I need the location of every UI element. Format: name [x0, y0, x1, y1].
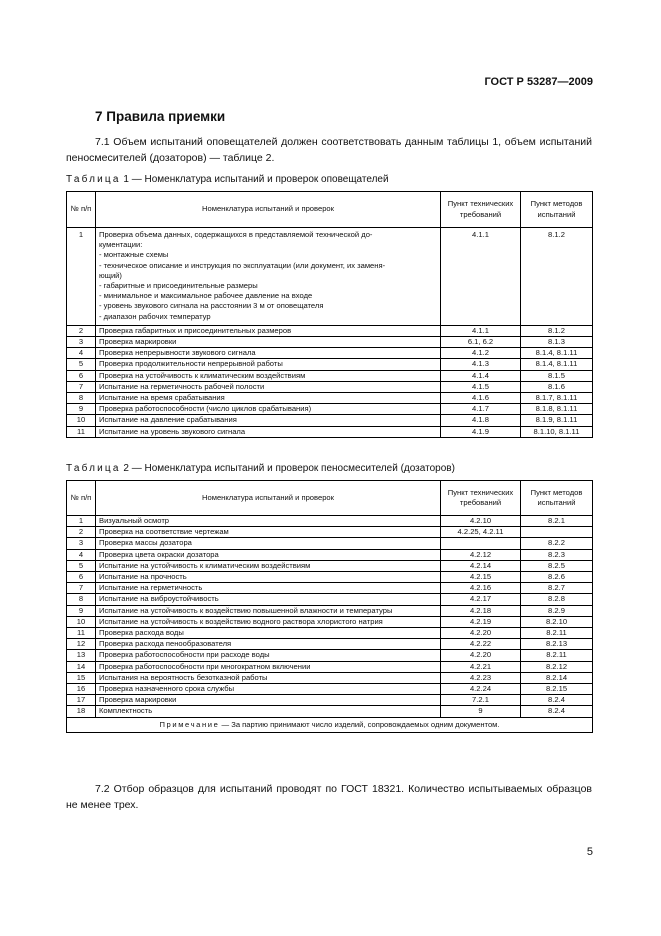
cell-name: Испытание на давление срабатывания — [96, 415, 441, 426]
cell-method: 8.1.7, 8.1.11 — [521, 393, 593, 404]
table1-caption-text: 1 — Номенклатура испытаний и проверок оповещателей — [123, 174, 389, 185]
cell-req: 4.2.20 — [441, 650, 521, 661]
cell-number: 13 — [67, 650, 96, 661]
cell-name: Испытание на герметичность рабочей полости — [96, 381, 441, 392]
table-row — [67, 616, 593, 627]
cell-name: Проверка расхода воды — [96, 628, 441, 639]
cell-req: 4.1.1 — [441, 325, 521, 336]
cell-method: 8.2.4 — [521, 695, 593, 706]
table1-header-method: Пункт методов испытаний — [521, 192, 593, 228]
table1-header-number: № п/п — [67, 192, 96, 228]
cell-number: 5 — [67, 560, 96, 571]
table2-header-req: Пункт технических требований — [441, 481, 521, 516]
cell-method: 8.1.2 — [521, 228, 593, 326]
table1-header-req: Пункт технических требований — [441, 192, 521, 228]
table-row — [67, 605, 593, 616]
table-row — [67, 672, 593, 683]
cell-method: 8.2.2 — [521, 538, 593, 549]
cell-name — [96, 228, 441, 326]
table-row — [67, 516, 593, 527]
cell-req: 4.1.7 — [441, 404, 521, 415]
cell-req: 4.1.1 — [441, 228, 521, 326]
table2-caption — [66, 463, 455, 474]
paragraph-7-1 — [66, 134, 592, 166]
cell-name: Проверка работоспособности при многократном включении — [96, 661, 441, 672]
cell-req: 4.2.18 — [441, 605, 521, 616]
row1-line: Проверка объема данных, содержащихся в представляемой технической до- — [99, 230, 373, 239]
table-row — [67, 337, 593, 348]
table-row — [67, 393, 593, 404]
cell-number: 5 — [67, 359, 96, 370]
cell-method: 8.1.3 — [521, 337, 593, 348]
table1-caption-word: Таблица — [66, 174, 121, 185]
table-row — [67, 426, 593, 437]
cell-method: 8.2.5 — [521, 560, 593, 571]
cell-req: 4.2.15 — [441, 572, 521, 583]
cell-number: 17 — [67, 695, 96, 706]
cell-req: 4.2.21 — [441, 661, 521, 672]
cell-method: 8.2.4 — [521, 706, 593, 717]
cell-name: Испытание на устойчивость к воздействию водного раствора хлористого натрия — [96, 616, 441, 627]
cell-method: 8.2.7 — [521, 583, 593, 594]
cell-method — [521, 527, 593, 538]
cell-req: 4.2.25, 4.2.11 — [441, 527, 521, 538]
cell-req: 4.2.17 — [441, 594, 521, 605]
row1-line: - минимальное и максимальное рабочее давление на входе — [99, 291, 313, 301]
cell-method: 8.2.10 — [521, 616, 593, 627]
table-row — [67, 404, 593, 415]
cell-req: 4.1.6 — [441, 393, 521, 404]
cell-method: 8.2.11 — [521, 650, 593, 661]
table-row — [67, 572, 593, 583]
paragraph-7-2 — [66, 781, 592, 813]
cell-method: 8.2.13 — [521, 639, 593, 650]
cell-number: 10 — [67, 415, 96, 426]
cell-req: 4.2.20 — [441, 628, 521, 639]
cell-name: Проверка на соответствие чертежам — [96, 527, 441, 538]
page-number: 5 — [586, 846, 593, 858]
cell-number: 11 — [67, 426, 96, 437]
row1-line: - диапазон рабочих температур — [99, 311, 211, 321]
cell-name: Проверка расхода пенообразователя — [96, 639, 441, 650]
cell-req: 4.2.23 — [441, 672, 521, 683]
cell-req: 4.1.5 — [441, 381, 521, 392]
row1-line: ющий) — [99, 270, 122, 280]
table1-caption — [66, 174, 389, 185]
cell-number: 15 — [67, 672, 96, 683]
cell-req: 4.1.3 — [441, 359, 521, 370]
table-row — [67, 228, 593, 326]
cell-number: 11 — [67, 628, 96, 639]
cell-req: 4.2.24 — [441, 684, 521, 695]
cell-name: Проверка габаритных и присоединительных размеров — [96, 325, 441, 336]
cell-number: 3 — [67, 538, 96, 549]
cell-number: 4 — [67, 348, 96, 359]
cell-method: 8.1.5 — [521, 370, 593, 381]
cell-req: 4.1.9 — [441, 426, 521, 437]
cell-name: Проверка работоспособности при расходе воды — [96, 650, 441, 661]
cell-number: 2 — [67, 527, 96, 538]
table-row — [67, 359, 593, 370]
table-row — [67, 639, 593, 650]
row1-line: кументации: — [99, 240, 143, 250]
table-row — [67, 583, 593, 594]
cell-number: 9 — [67, 404, 96, 415]
paragraph-7-1-text: 7.1 Объем испытаний оповещателей должен соответствовать данным таблицы 1, объем испытаний пеносмесителей (дозаторов) — таблице 2. — [66, 136, 592, 164]
table2-header-number: № п/п — [67, 481, 96, 516]
cell-name: Проверка цвета окраски дозатора — [96, 549, 441, 560]
cell-method: 8.2.8 — [521, 594, 593, 605]
cell-name: Испытание на устойчивость к климатическим воздействиям — [96, 560, 441, 571]
cell-number: 7 — [67, 583, 96, 594]
cell-method: 8.2.11 — [521, 628, 593, 639]
cell-req: 6.1, 6.2 — [441, 337, 521, 348]
cell-req: 4.2.14 — [441, 560, 521, 571]
cell-number: 7 — [67, 381, 96, 392]
cell-name: Испытание на виброустойчивость — [96, 594, 441, 605]
paragraph-7-2-text: 7.2 Отбор образцов для испытаний проводят по ГОСТ 18321. Количество испытываемых образцов не менее трех. — [66, 783, 592, 811]
cell-req: 4.1.2 — [441, 348, 521, 359]
cell-number: 16 — [67, 684, 96, 695]
table-row — [67, 381, 593, 392]
cell-req: 7.2.1 — [441, 695, 521, 706]
cell-method: 8.1.2 — [521, 325, 593, 336]
cell-number: 6 — [67, 370, 96, 381]
cell-name: Испытание на прочность — [96, 572, 441, 583]
cell-number: 9 — [67, 605, 96, 616]
cell-req — [441, 538, 521, 549]
table2-caption-text: 2 — Номенклатура испытаний и проверок пеносмесителей (дозаторов) — [123, 463, 455, 474]
table-row — [67, 695, 593, 706]
cell-number: 8 — [67, 594, 96, 605]
row1-line: - габаритные и присоединительные размеры — [99, 281, 258, 291]
cell-method: 8.2.15 — [521, 684, 593, 695]
cell-number: 2 — [67, 325, 96, 336]
row1-line: - техническое описание и инструкция по эксплуатации (или документ, их заменя- — [99, 260, 386, 270]
table-row — [67, 560, 593, 571]
cell-method: 8.2.6 — [521, 572, 593, 583]
cell-method: 8.1.10, 8.1.11 — [521, 426, 593, 437]
table-row — [67, 370, 593, 381]
cell-number: 1 — [67, 228, 96, 326]
cell-name: Визуальный осмотр — [96, 516, 441, 527]
table-row — [67, 684, 593, 695]
cell-method: 8.2.9 — [521, 605, 593, 616]
cell-method: 8.2.14 — [521, 672, 593, 683]
cell-method: 8.1.9, 8.1.11 — [521, 415, 593, 426]
note-word: Примечание — [159, 719, 220, 729]
cell-number: 12 — [67, 639, 96, 650]
cell-number: 4 — [67, 549, 96, 560]
cell-name: Испытание на герметичность — [96, 583, 441, 594]
cell-req: 9 — [441, 706, 521, 717]
section-title: 7 Правила приемки — [95, 109, 226, 124]
cell-method: 8.1.8, 8.1.11 — [521, 404, 593, 415]
table-row — [67, 538, 593, 549]
cell-name: Испытание на время срабатывания — [96, 393, 441, 404]
cell-name: Испытания на вероятность безотказной работы — [96, 672, 441, 683]
cell-method: 8.1.6 — [521, 381, 593, 392]
table2-caption-word: Таблица — [66, 463, 121, 474]
cell-number: 18 — [67, 706, 96, 717]
cell-number: 6 — [67, 572, 96, 583]
cell-name: Проверка непрерывности звукового сигнала — [96, 348, 441, 359]
table-row — [67, 661, 593, 672]
cell-name: Испытание на уровень звукового сигнала — [96, 426, 441, 437]
table-row — [67, 650, 593, 661]
cell-req: 4.2.12 — [441, 549, 521, 560]
row1-line: - монтажные схемы — [99, 250, 169, 260]
table-row — [67, 628, 593, 639]
cell-name: Проверка продолжительности непрерывной работы — [96, 359, 441, 370]
cell-req: 4.2.19 — [441, 616, 521, 627]
cell-name: Проверка назначенного срока службы — [96, 684, 441, 695]
table-row — [67, 706, 593, 717]
cell-number: 3 — [67, 337, 96, 348]
row1-line: - уровень звукового сигнала на расстоянии 3 м от оповещателя — [99, 301, 324, 311]
cell-name: Проверка маркировки — [96, 695, 441, 706]
table-row — [67, 348, 593, 359]
table2-note — [67, 717, 593, 732]
cell-method: 8.2.12 — [521, 661, 593, 672]
table1-header-name: Номенклатура испытаний и проверок — [96, 192, 441, 228]
cell-req: 4.1.4 — [441, 370, 521, 381]
table-row — [67, 527, 593, 538]
cell-name: Проверка на устойчивость к климатическим воздействиям — [96, 370, 441, 381]
cell-req: 4.2.22 — [441, 639, 521, 650]
cell-name: Испытание на устойчивость к воздействию повышенной влажности и температуры — [96, 605, 441, 616]
cell-number: 10 — [67, 616, 96, 627]
cell-number: 1 — [67, 516, 96, 527]
cell-method: 8.1.4, 8.1.11 — [521, 359, 593, 370]
table-row — [67, 415, 593, 426]
cell-name: Проверка массы дозатора — [96, 538, 441, 549]
cell-name: Проверка маркировки — [96, 337, 441, 348]
table2-header-method: Пункт методов испытаний — [521, 481, 593, 516]
cell-name: Комплектность — [96, 706, 441, 717]
table1 — [66, 191, 593, 438]
cell-req: 4.1.8 — [441, 415, 521, 426]
cell-req: 4.2.16 — [441, 583, 521, 594]
table-row — [67, 549, 593, 560]
cell-req: 4.2.10 — [441, 516, 521, 527]
table2 — [66, 480, 593, 733]
table-row — [67, 325, 593, 336]
cell-method: 8.2.1 — [521, 516, 593, 527]
cell-method: 8.2.3 — [521, 549, 593, 560]
cell-number: 14 — [67, 661, 96, 672]
cell-number: 8 — [67, 393, 96, 404]
cell-name: Проверка работоспособности (число циклов срабатывания) — [96, 404, 441, 415]
document-header: ГОСТ Р 53287—2009 — [484, 76, 593, 88]
table2-header-name: Номенклатура испытаний и проверок — [96, 481, 441, 516]
table-row — [67, 594, 593, 605]
note-text: — За партию принимают число изделий, сопровождаемых одним документом. — [219, 719, 500, 729]
cell-method: 8.1.4, 8.1.11 — [521, 348, 593, 359]
